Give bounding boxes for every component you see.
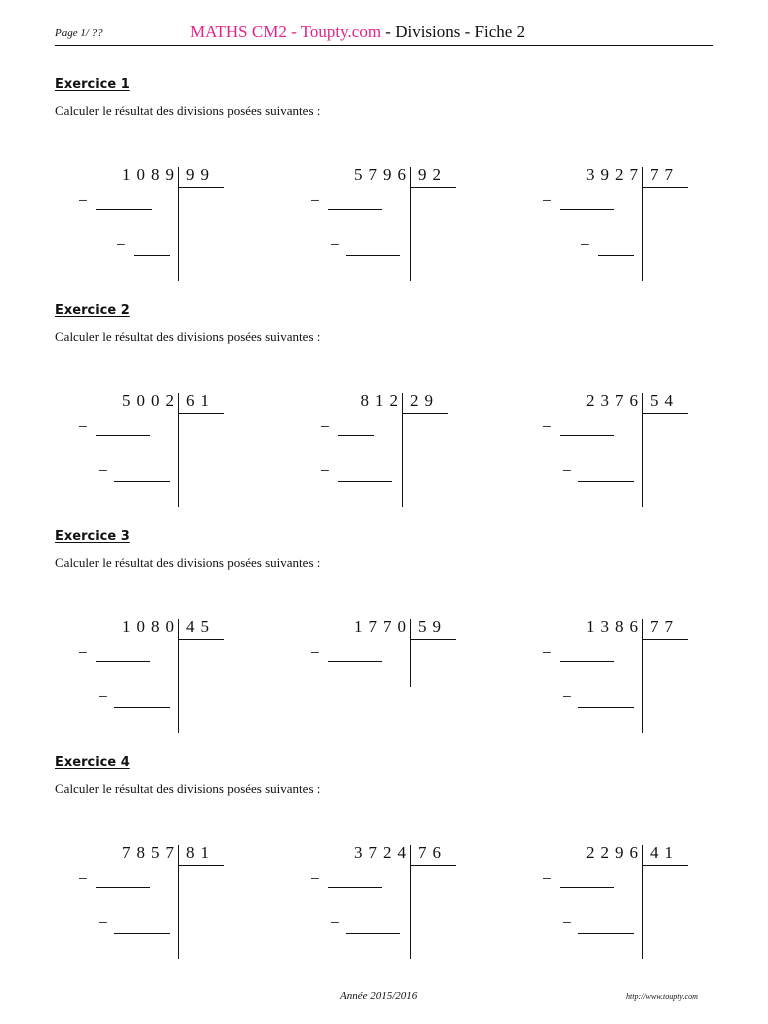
division-2-2 <box>322 391 462 511</box>
title-subject: - Divisions - Fiche 2 <box>381 22 526 41</box>
minus-sign: − <box>562 461 572 480</box>
exercise-1-instruction: Calculer le résultat des divisions posées suivantes : <box>55 103 321 118</box>
subtraction-line <box>328 209 382 210</box>
subtraction-line <box>598 255 634 256</box>
division-horizontal-bar <box>178 639 224 640</box>
dividend: 2376 <box>586 391 644 410</box>
minus-sign: − <box>310 191 320 210</box>
subtraction-line <box>560 887 614 888</box>
division-vertical-bar <box>178 845 179 959</box>
subtraction-line <box>578 933 634 934</box>
division-vertical-bar <box>642 393 643 507</box>
minus-sign: − <box>542 643 552 662</box>
division-4-3 <box>542 843 702 963</box>
dividend: 5002 <box>122 391 180 410</box>
division-vertical-bar <box>642 619 643 733</box>
division-horizontal-bar <box>642 413 688 414</box>
division-horizontal-bar <box>410 639 456 640</box>
dividend: 1089 <box>122 165 180 184</box>
division-3-1 <box>78 617 238 737</box>
exercise-2-instruction: Calculer le résultat des divisions posées suivantes : <box>55 329 321 344</box>
divisor: 41 <box>650 843 679 862</box>
document-title <box>190 22 525 42</box>
division-horizontal-bar <box>642 187 688 188</box>
division-vertical-bar <box>178 167 179 281</box>
division-horizontal-bar <box>410 865 456 866</box>
minus-sign: − <box>78 191 88 210</box>
minus-sign: − <box>562 687 572 706</box>
division-1-1 <box>78 165 238 285</box>
subtraction-line <box>96 887 150 888</box>
minus-sign: − <box>320 461 330 480</box>
subtraction-line <box>560 661 614 662</box>
subtraction-line <box>114 933 170 934</box>
subtraction-line <box>96 435 150 436</box>
dividend: 1386 <box>586 617 644 636</box>
division-horizontal-bar <box>642 639 688 640</box>
divisor: 99 <box>186 165 215 184</box>
minus-sign: − <box>330 913 340 932</box>
minus-sign: − <box>310 643 320 662</box>
divisor: 29 <box>410 391 439 410</box>
division-1-3 <box>542 165 702 285</box>
division-4-1 <box>78 843 238 963</box>
division-3-3 <box>542 617 702 737</box>
subtraction-line <box>114 481 170 482</box>
divisor: 92 <box>418 165 447 184</box>
minus-sign: − <box>320 417 330 436</box>
subtraction-line <box>338 481 392 482</box>
subtraction-line <box>338 435 374 436</box>
division-horizontal-bar <box>178 865 224 866</box>
minus-sign: − <box>562 913 572 932</box>
page-number: Page 1/ ?? <box>55 27 103 39</box>
minus-sign: − <box>98 687 108 706</box>
divisor: 54 <box>650 391 679 410</box>
division-3-2 <box>310 617 470 737</box>
minus-sign: − <box>310 869 320 888</box>
minus-sign: − <box>78 417 88 436</box>
dividend: 3927 <box>586 165 644 184</box>
division-horizontal-bar <box>178 413 224 414</box>
dividend: 3724 <box>354 843 412 862</box>
dividend: 7857 <box>122 843 180 862</box>
title-separator: - <box>286 22 301 41</box>
division-horizontal-bar <box>642 865 688 866</box>
division-4-2 <box>310 843 470 963</box>
minus-sign: − <box>98 913 108 932</box>
division-vertical-bar <box>410 619 411 687</box>
subtraction-line <box>96 661 150 662</box>
exercise-3-title: Exercice 3 <box>55 529 130 544</box>
subtraction-line <box>96 209 152 210</box>
minus-sign: − <box>98 461 108 480</box>
division-2-1 <box>78 391 238 511</box>
division-vertical-bar <box>642 845 643 959</box>
subtraction-line <box>346 255 400 256</box>
exercise-4-instruction: Calculer le résultat des divisions posées suivantes : <box>55 781 321 796</box>
minus-sign: − <box>580 235 590 254</box>
footer-year: Année 2015/2016 <box>340 990 418 1002</box>
subtraction-line <box>114 707 170 708</box>
divisor: 77 <box>650 617 679 636</box>
divisor: 81 <box>186 843 215 862</box>
dividend: 1080 <box>122 617 180 636</box>
header-divider <box>55 45 713 46</box>
subtraction-line <box>346 933 400 934</box>
division-vertical-bar <box>410 845 411 959</box>
dividend: 2296 <box>586 843 644 862</box>
division-2-3 <box>542 391 702 511</box>
exercise-4-title: Exercice 4 <box>55 755 130 770</box>
minus-sign: − <box>116 235 126 254</box>
minus-sign: − <box>542 191 552 210</box>
minus-sign: − <box>78 869 88 888</box>
minus-sign: − <box>330 235 340 254</box>
subtraction-line <box>328 661 382 662</box>
subtraction-line <box>578 481 634 482</box>
exercise-1-title: Exercice 1 <box>55 77 130 92</box>
subtraction-line <box>560 435 614 436</box>
division-vertical-bar <box>410 167 411 281</box>
minus-sign: − <box>78 643 88 662</box>
division-1-2 <box>310 165 470 285</box>
division-vertical-bar <box>402 393 403 507</box>
exercise-3-instruction: Calculer le résultat des divisions posées suivantes : <box>55 555 321 570</box>
division-horizontal-bar <box>178 187 224 188</box>
division-vertical-bar <box>178 619 179 733</box>
title-site-link[interactable]: Toupty.com <box>300 22 382 41</box>
divisor: 59 <box>418 617 447 636</box>
subtraction-line <box>578 707 634 708</box>
exercise-2-title: Exercice 2 <box>55 303 130 318</box>
subtraction-line <box>328 887 382 888</box>
footer-url-link[interactable]: http://www.toupty.com <box>626 992 698 1001</box>
divisor: 45 <box>186 617 215 636</box>
divisor: 61 <box>186 391 215 410</box>
subtraction-line <box>560 209 614 210</box>
division-horizontal-bar <box>410 187 456 188</box>
divisor: 77 <box>650 165 679 184</box>
division-vertical-bar <box>178 393 179 507</box>
dividend: 5796 <box>354 165 412 184</box>
minus-sign: − <box>542 417 552 436</box>
minus-sign: − <box>542 869 552 888</box>
division-horizontal-bar <box>402 413 448 414</box>
division-vertical-bar <box>642 167 643 281</box>
dividend: 812 <box>360 391 404 410</box>
title-maths: MATHS CM2 <box>190 22 287 41</box>
divisor: 76 <box>418 843 447 862</box>
dividend: 1770 <box>354 617 412 636</box>
subtraction-line <box>134 255 170 256</box>
